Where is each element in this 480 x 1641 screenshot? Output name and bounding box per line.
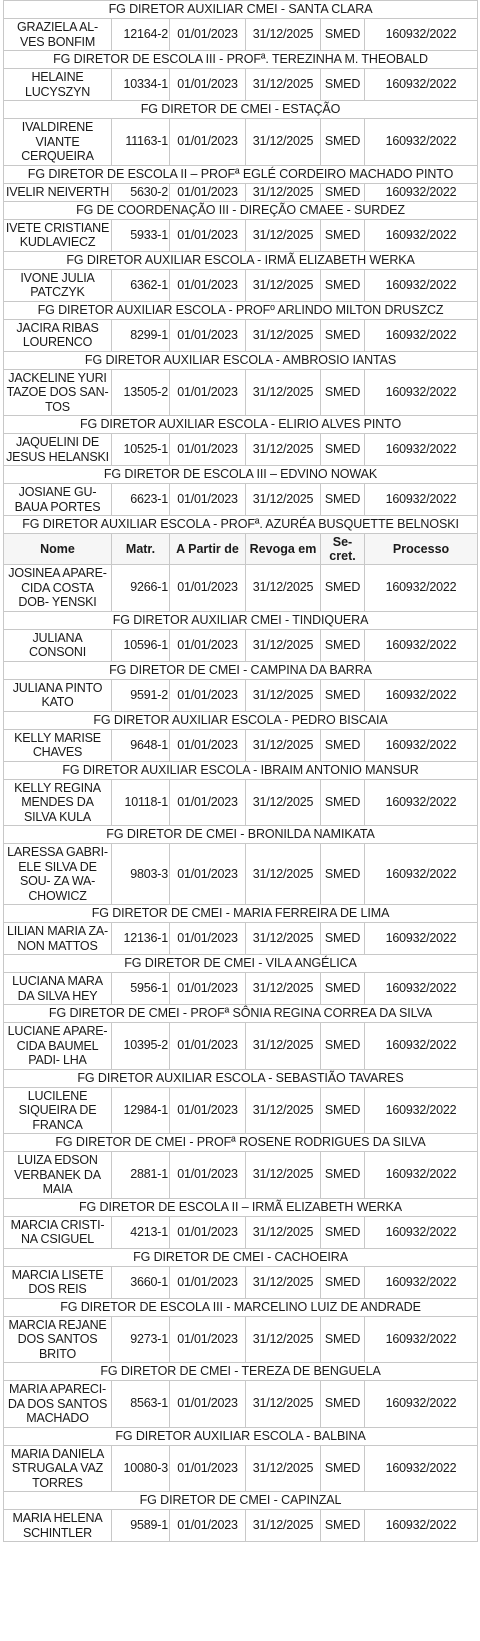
table-row: [4, 1266, 478, 1298]
employee-name: IVETE CRISTIANE KUDLAVIECZ: [4, 219, 112, 251]
col-secret-header: Se- cret.: [321, 534, 365, 565]
start-date: 01/01/2023: [170, 183, 246, 201]
section-title: FG DIRETOR DE CMEI - BRONILDA NAMIKATA: [4, 826, 478, 844]
table-row: [4, 269, 478, 301]
start-date: 01/01/2023: [170, 729, 246, 761]
start-date: 01/01/2023: [170, 219, 246, 251]
employee-name: MARCIA LISETE DOS REIS: [4, 1266, 112, 1298]
revocation-date: 31/12/2025: [246, 1023, 321, 1070]
registration-number: 12984-1: [112, 1087, 170, 1134]
start-date: 01/01/2023: [170, 1381, 246, 1428]
start-date: 01/01/2023: [170, 1023, 246, 1070]
registration-number: 3660-1: [112, 1266, 170, 1298]
table-row: [4, 183, 478, 201]
table-row: [4, 1152, 478, 1199]
table-row: [4, 844, 478, 905]
start-date: 01/01/2023: [170, 269, 246, 301]
table-row: [4, 369, 478, 416]
section-heading-row: [4, 1, 478, 19]
section-heading-row: [4, 416, 478, 434]
table-row: [4, 1023, 478, 1070]
secretariat: SMED: [321, 629, 365, 661]
section-heading-row: [4, 1298, 478, 1316]
section-heading-row: [4, 201, 478, 219]
process-number: 160932/2022: [365, 923, 478, 955]
registration-number: 5933-1: [112, 219, 170, 251]
employee-name: LUCIANA MARA DA SILVA HEY: [4, 973, 112, 1005]
table-body: [4, 1, 478, 1542]
revocation-date: 31/12/2025: [246, 973, 321, 1005]
process-number: 160932/2022: [365, 119, 478, 166]
start-date: 01/01/2023: [170, 1445, 246, 1492]
section-heading-row: [4, 826, 478, 844]
section-heading-row: [4, 351, 478, 369]
process-number: 160932/2022: [365, 679, 478, 711]
section-heading-row: [4, 761, 478, 779]
revocation-date: 31/12/2025: [246, 434, 321, 466]
col-a-partir-de-header: A Partir de: [170, 534, 246, 565]
registration-number: 9803-3: [112, 844, 170, 905]
section-heading-row: [4, 1427, 478, 1445]
process-number: 160932/2022: [365, 729, 478, 761]
section-heading-row: [4, 165, 478, 183]
section-heading-row: [4, 516, 478, 534]
process-number: 160932/2022: [365, 219, 478, 251]
revocation-date: 31/12/2025: [246, 1087, 321, 1134]
process-number: 160932/2022: [365, 434, 478, 466]
secretariat: SMED: [321, 844, 365, 905]
table-row: [4, 1216, 478, 1248]
section-heading-row: [4, 1134, 478, 1152]
revocation-date: 31/12/2025: [246, 565, 321, 612]
registration-number: 9266-1: [112, 565, 170, 612]
table-row: [4, 69, 478, 101]
secretariat: SMED: [321, 1216, 365, 1248]
secretariat: SMED: [321, 1087, 365, 1134]
table-row: [4, 219, 478, 251]
start-date: 01/01/2023: [170, 565, 246, 612]
employee-name: JACIRA RIBAS LOURENCO: [4, 319, 112, 351]
section-heading-row: [4, 51, 478, 69]
process-number: 160932/2022: [365, 844, 478, 905]
secretariat: SMED: [321, 1023, 365, 1070]
section-title: FG DIRETOR AUXILIAR ESCOLA - PROFª. AZURÉA BUSQUETTE BELNOSKI: [4, 516, 478, 534]
section-title: FG DIRETOR DE CMEI - ESTAÇÃO: [4, 101, 478, 119]
table-row: [4, 1381, 478, 1428]
section-title: FG DIRETOR DE CMEI - CACHOEIRA: [4, 1248, 478, 1266]
start-date: 01/01/2023: [170, 923, 246, 955]
process-number: 160932/2022: [365, 629, 478, 661]
table-row: [4, 973, 478, 1005]
employee-name: JOSIANE GU- BAUA PORTES: [4, 484, 112, 516]
section-heading-row: [4, 1069, 478, 1087]
section-title: FG DIRETOR DE CMEI - TEREZA DE BENGUELA: [4, 1363, 478, 1381]
section-heading-row: [4, 955, 478, 973]
section-title: FG DIRETOR AUXILIAR ESCOLA - IBRAIM ANTONIO MANSUR: [4, 761, 478, 779]
employee-name: MARIA APARECI- DA DOS SANTOS MACHADO: [4, 1381, 112, 1428]
table-row: [4, 629, 478, 661]
registration-number: 2881-1: [112, 1152, 170, 1199]
section-heading-row: [4, 1248, 478, 1266]
revocation-date: 31/12/2025: [246, 484, 321, 516]
table-row: [4, 319, 478, 351]
revocation-date: 31/12/2025: [246, 183, 321, 201]
revocation-date: 31/12/2025: [246, 1445, 321, 1492]
section-title: FG DIRETOR DE CMEI - PROFª ROSENE RODRIGUES DA SILVA: [4, 1134, 478, 1152]
process-number: 160932/2022: [365, 1266, 478, 1298]
employee-name: MARIA DANIELA STRUGALA VAZ TORRES: [4, 1445, 112, 1492]
start-date: 01/01/2023: [170, 319, 246, 351]
start-date: 01/01/2023: [170, 1510, 246, 1542]
table-row: [4, 19, 478, 51]
registration-number: 9273-1: [112, 1316, 170, 1363]
secretariat: SMED: [321, 19, 365, 51]
registration-number: 8563-1: [112, 1381, 170, 1428]
registration-number: 4213-1: [112, 1216, 170, 1248]
section-title: FG DIRETOR AUXILIAR ESCOLA - AMBROSIO IANTAS: [4, 351, 478, 369]
start-date: 01/01/2023: [170, 679, 246, 711]
section-heading-row: [4, 251, 478, 269]
start-date: 01/01/2023: [170, 844, 246, 905]
secretariat: SMED: [321, 434, 365, 466]
process-number: 160932/2022: [365, 1216, 478, 1248]
section-title: FG DE COORDENAÇÃO III - DIREÇÃO CMAEE - SURDEZ: [4, 201, 478, 219]
process-number: 160932/2022: [365, 69, 478, 101]
table-row: [4, 779, 478, 826]
start-date: 01/01/2023: [170, 1087, 246, 1134]
secretariat: SMED: [321, 1316, 365, 1363]
registration-number: 9648-1: [112, 729, 170, 761]
start-date: 01/01/2023: [170, 1152, 246, 1199]
table-row: [4, 923, 478, 955]
table-row: [4, 1510, 478, 1542]
revocation-date: 31/12/2025: [246, 269, 321, 301]
section-title: FG DIRETOR DE ESCOLA III – EDVINO NOWAK: [4, 466, 478, 484]
process-number: 160932/2022: [365, 369, 478, 416]
employee-name: IVONE JULIA PATCZYK: [4, 269, 112, 301]
start-date: 01/01/2023: [170, 69, 246, 101]
process-number: 160932/2022: [365, 1023, 478, 1070]
appointments-table: [3, 0, 478, 1542]
process-number: 160932/2022: [365, 1510, 478, 1542]
secretariat: SMED: [321, 119, 365, 166]
start-date: 01/01/2023: [170, 973, 246, 1005]
process-number: 160932/2022: [365, 1087, 478, 1134]
section-title: FG DIRETOR DE CMEI - CAMPINA DA BARRA: [4, 661, 478, 679]
section-title: FG DIRETOR DE ESCOLA III - MARCELINO LUIZ DE ANDRADE: [4, 1298, 478, 1316]
employee-name: LUCIANE APARE- CIDA BAUMEL PADI- LHA: [4, 1023, 112, 1070]
employee-name: MARCIA CRISTI- NA CSIGUEL: [4, 1216, 112, 1248]
table-row: [4, 565, 478, 612]
employee-name: JULIANA PINTO KATO: [4, 679, 112, 711]
start-date: 01/01/2023: [170, 119, 246, 166]
section-title: FG DIRETOR DE CMEI - PROFª SÔNIA REGINA CORREA DA SILVA: [4, 1005, 478, 1023]
revocation-date: 31/12/2025: [246, 119, 321, 166]
section-title: FG DIRETOR DE ESCOLA II – IRMÃ ELIZABETH WERKA: [4, 1198, 478, 1216]
revocation-date: 31/12/2025: [246, 1216, 321, 1248]
table-row: [4, 484, 478, 516]
revocation-date: 31/12/2025: [246, 844, 321, 905]
revocation-date: 31/12/2025: [246, 369, 321, 416]
table-row: [4, 1445, 478, 1492]
secretariat: SMED: [321, 923, 365, 955]
section-title: FG DIRETOR AUXILIAR ESCOLA - PEDRO BISCAIA: [4, 711, 478, 729]
employee-name: LILIAN MARIA ZA- NON MATTOS: [4, 923, 112, 955]
section-title: FG DIRETOR AUXILIAR ESCOLA - ELIRIO ALVES PINTO: [4, 416, 478, 434]
table-row: [4, 729, 478, 761]
secretariat: SMED: [321, 1381, 365, 1428]
registration-number: 9589-1: [112, 1510, 170, 1542]
section-title: FG DIRETOR DE ESCOLA III - PROFª. TEREZINHA M. THEOBALD: [4, 51, 478, 69]
employee-name: GRAZIELA AL- VES BONFIM: [4, 19, 112, 51]
employee-name: KELLY MARISE CHAVES: [4, 729, 112, 761]
revocation-date: 31/12/2025: [246, 1266, 321, 1298]
process-number: 160932/2022: [365, 973, 478, 1005]
process-number: 160932/2022: [365, 1381, 478, 1428]
revocation-date: 31/12/2025: [246, 679, 321, 711]
registration-number: 10395-2: [112, 1023, 170, 1070]
process-number: 160932/2022: [365, 1316, 478, 1363]
registration-number: 10334-1: [112, 69, 170, 101]
employee-name: JAQUELINI DE JESUS HELANSKI: [4, 434, 112, 466]
section-heading-row: [4, 711, 478, 729]
employee-name: JOSINEA APARE- CIDA COSTA DOB- YENSKI: [4, 565, 112, 612]
registration-number: 10596-1: [112, 629, 170, 661]
registration-number: 9591-2: [112, 679, 170, 711]
process-number: 160932/2022: [365, 1445, 478, 1492]
process-number: 160932/2022: [365, 1152, 478, 1199]
process-number: 160932/2022: [365, 484, 478, 516]
registration-number: 8299-1: [112, 319, 170, 351]
table-row: [4, 434, 478, 466]
section-heading-row: [4, 101, 478, 119]
secretariat: SMED: [321, 219, 365, 251]
registration-number: 6623-1: [112, 484, 170, 516]
secretariat: SMED: [321, 679, 365, 711]
secretariat: SMED: [321, 269, 365, 301]
start-date: 01/01/2023: [170, 484, 246, 516]
table-row: [4, 679, 478, 711]
revocation-date: 31/12/2025: [246, 1381, 321, 1428]
section-title: FG DIRETOR AUXILIAR CMEI - TINDIQUERA: [4, 611, 478, 629]
employee-name: IVALDIRENE VIANTE CERQUEIRA: [4, 119, 112, 166]
registration-number: 12136-1: [112, 923, 170, 955]
start-date: 01/01/2023: [170, 434, 246, 466]
process-number: 160932/2022: [365, 319, 478, 351]
start-date: 01/01/2023: [170, 369, 246, 416]
registration-number: 10525-1: [112, 434, 170, 466]
employee-name: IVELIR NEIVERTH: [4, 183, 112, 201]
col-processo-header: Processo: [365, 534, 478, 565]
secretariat: SMED: [321, 779, 365, 826]
employee-name: KELLY REGINA MENDES DA SILVA KULA: [4, 779, 112, 826]
revocation-date: 31/12/2025: [246, 1510, 321, 1542]
employee-name: MARIA HELENA SCHINTLER: [4, 1510, 112, 1542]
start-date: 01/01/2023: [170, 779, 246, 826]
revocation-date: 31/12/2025: [246, 219, 321, 251]
secretariat: SMED: [321, 973, 365, 1005]
registration-number: 11163-1: [112, 119, 170, 166]
table-row: [4, 119, 478, 166]
secretariat: SMED: [321, 369, 365, 416]
start-date: 01/01/2023: [170, 1266, 246, 1298]
col-revoga-em-header: Revoga em: [246, 534, 321, 565]
section-title: FG DIRETOR DE CMEI - VILA ANGÉLICA: [4, 955, 478, 973]
section-heading-row: [4, 905, 478, 923]
section-heading-row: [4, 1492, 478, 1510]
registration-number: 5956-1: [112, 973, 170, 1005]
start-date: 01/01/2023: [170, 1316, 246, 1363]
section-heading-row: [4, 1005, 478, 1023]
section-title: FG DIRETOR AUXILIAR ESCOLA - PROFº ARLINDO MILTON DRUSZCZ: [4, 301, 478, 319]
secretariat: SMED: [321, 1510, 365, 1542]
process-number: 160932/2022: [365, 19, 478, 51]
revocation-date: 31/12/2025: [246, 319, 321, 351]
process-number: 160932/2022: [365, 565, 478, 612]
process-number: 160932/2022: [365, 779, 478, 826]
revocation-date: 31/12/2025: [246, 1152, 321, 1199]
secretariat: SMED: [321, 69, 365, 101]
secretariat: SMED: [321, 565, 365, 612]
registration-number: 12164-2: [112, 19, 170, 51]
section-heading-row: [4, 1198, 478, 1216]
secretariat: SMED: [321, 183, 365, 201]
col-matr-header: Matr.: [112, 534, 170, 565]
section-title: FG DIRETOR DE CMEI - CAPINZAL: [4, 1492, 478, 1510]
secretariat: SMED: [321, 1152, 365, 1199]
revocation-date: 31/12/2025: [246, 1316, 321, 1363]
secretariat: SMED: [321, 1445, 365, 1492]
revocation-date: 31/12/2025: [246, 729, 321, 761]
process-number: 160932/2022: [365, 269, 478, 301]
revocation-date: 31/12/2025: [246, 629, 321, 661]
employee-name: MARCIA REJANE DOS SANTOS BRITO: [4, 1316, 112, 1363]
section-title: FG DIRETOR DE ESCOLA II – PROFª EGLÉ CORDEIRO MACHADO PINTO: [4, 165, 478, 183]
column-header-row: [4, 534, 478, 565]
employee-name: JULIANA CONSONI: [4, 629, 112, 661]
section-title: FG DIRETOR AUXILIAR ESCOLA - BALBINA: [4, 1427, 478, 1445]
revocation-date: 31/12/2025: [246, 69, 321, 101]
start-date: 01/01/2023: [170, 629, 246, 661]
start-date: 01/01/2023: [170, 19, 246, 51]
secretariat: SMED: [321, 484, 365, 516]
col-nome-header: Nome: [4, 534, 112, 565]
registration-number: 10080-3: [112, 1445, 170, 1492]
revocation-date: 31/12/2025: [246, 19, 321, 51]
employee-name: LUIZA EDSON VERBANEK DA MAIA: [4, 1152, 112, 1199]
section-title: FG DIRETOR AUXILIAR ESCOLA - SEBASTIÃO TAVARES: [4, 1069, 478, 1087]
section-heading-row: [4, 611, 478, 629]
employee-name: LUCILENE SIQUEIRA DE FRANCA: [4, 1087, 112, 1134]
employee-name: LARESSA GABRI- ELE SILVA DE SOU- ZA WA- CHOWICZ: [4, 844, 112, 905]
start-date: 01/01/2023: [170, 1216, 246, 1248]
registration-number: 6362-1: [112, 269, 170, 301]
registration-number: 5630-2: [112, 183, 170, 201]
employee-name: HELAINE LUCYSZYN: [4, 69, 112, 101]
section-heading-row: [4, 466, 478, 484]
secretariat: SMED: [321, 1266, 365, 1298]
section-title: FG DIRETOR AUXILIAR CMEI - SANTA CLARA: [4, 1, 478, 19]
section-heading-row: [4, 1363, 478, 1381]
secretariat: SMED: [321, 319, 365, 351]
process-number: 160932/2022: [365, 183, 478, 201]
revocation-date: 31/12/2025: [246, 779, 321, 826]
employee-name: JACKELINE YURI TAZOE DOS SAN- TOS: [4, 369, 112, 416]
table-row: [4, 1316, 478, 1363]
section-heading-row: [4, 661, 478, 679]
section-title: FG DIRETOR AUXILIAR ESCOLA - IRMÃ ELIZABETH WERKA: [4, 251, 478, 269]
registration-number: 10118-1: [112, 779, 170, 826]
section-heading-row: [4, 301, 478, 319]
table-row: [4, 1087, 478, 1134]
section-title: FG DIRETOR DE CMEI - MARIA FERREIRA DE LIMA: [4, 905, 478, 923]
registration-number: 13505-2: [112, 369, 170, 416]
secretariat: SMED: [321, 729, 365, 761]
revocation-date: 31/12/2025: [246, 923, 321, 955]
